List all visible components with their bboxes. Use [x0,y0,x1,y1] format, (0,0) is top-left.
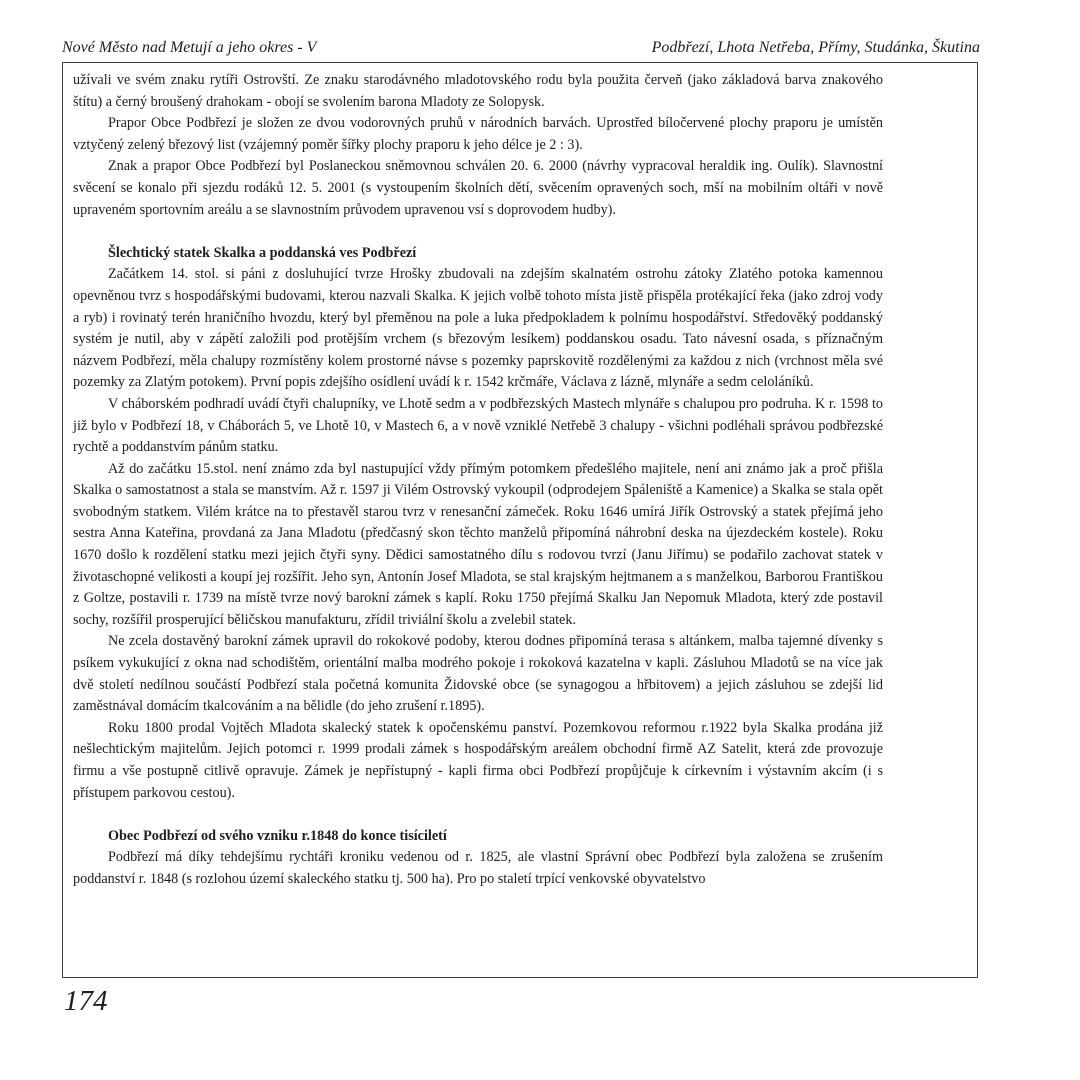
page-number: 174 [64,985,108,1017]
paragraph-rococo: Ne zcela dostavěný barokní zámek upravil do rokokové podoby, kterou dodnes připomíná terasa s altánkem, malba tajemné dívenky s psíkem vykukující z okna nad schodištěm, orientální malba modrého pokoje i rokoková kazatelna v kapli. Zásluhou Mladotů se na více jak dvě století nedílnou součástí Podbřezí stala početná komunita Židovské obce (se synagogou a hřbitovem) a jejich zásluhou se zdejší lid zaměstnával domácím tkalcováním a na bělidle (do jeho zrušení r.1895). [73,633,883,715]
body-text [73,70,883,891]
paragraph-chronicle: Podbřezí má díky tehdejšímu rychtáři kroniku vedenou od r. 1825, ale vlastní Správní obec Podbřezí byla založena se zrušením poddanství r. 1848 (s rozlohou území skaleckého statku tj. 500 ha). Pro po staletí trpící venkovské obyvatelstvo [73,849,883,887]
paragraph-owners: Až do začátku 15.stol. není známo zda byl nastupující vždy přímým potomkem předešlého majitele, není ani známo jak a proč přišla Skalka o samostatnost a stala se manstvím. Až r. 1597 ji Vilém Ostrovský vykoupil (odprodejem Spáleniště a Kamenice) a Skalka se stala opět svobodným statkem. Vilém krátce na to přestavěl starou tvrz v renesanční zámeček. Roku 1646 umírá Jiřík Ostrovský a statek přejímá jeho sestra Anna Kateřina, provdaná za Jana Mladotu (předčasný skon těchto manželů připomíná náhrobní deska na újezdeckém kostele). Roku 1670 došlo k rozdělení statku mezi jejich čtyři syny. Dědici samostatného dílu s rodovou tvrzí (Janu Jiřímu) se podařilo zachovat statek v životaschopné velikosti a koupí jej rozšířit. Jeho syn, Antonín Josef Mladota, se stal krajským hejtmanem a s manželkou, Barborou Františkou z Goltze, postavili r. 1739 na místě tvrze nový barokní zámek s kaplí. Roku 1750 přejímá Skalku Jan Nepomuk Mladota, který zde postavil sochy, rozšířil prosperující běličskou manufakturu, zřídil triviální školu a zvelebil statek. [73,460,883,628]
paragraph-coat-of-arms: užívali ve svém znaku rytíři Ostrovští. Ze znaku starodávného mladotovského rodu byla použita červeň (jako základová barva znakového štítu) a černý broušený drahokam - obojí se svolením barona Mladoty ze Solopysk. [73,72,883,110]
section-heading-skalka: Šlechtický statek Skalka a poddanská ves Podbřezí [108,244,417,261]
paragraph-flag: Prapor Obce Podbřezí je složen ze dvou vodorovných pruhů v národních barvách. Uprostřed bíločervené plochy praporu je umístěn vztyčený zelený březový list (vzájemný poměr šířky plochy praporu k jeho délce je 2 : 3). [73,115,883,153]
running-header-left: Nové Město nad Metují a jeho okres - V [62,39,317,56]
paragraph-approval: Znak a prapor Obce Podbřezí byl Poslaneckou sněmovnou schválen 20. 6. 2000 (návrhy vypracoval heraldik ing. Oulík). Slavnostní svěcení se konalo při sjezdu rodáků 12. 5. 2001 (s vystoupením školních dětí, svěcením opravených soch, mší na mobilním oltáři v nově upraveném sportovním areálu a se slavnostním průvodem upravenou vsí s doprovodem hudby). [73,158,883,218]
paragraph-cottagers: V cháborském podhradí uvádí čtyři chalupníky, ve Lhotě sedm a v podbřezských Mastech mlynáře s chalupou pro podruha. K r. 1598 to již bylo v Podbřezí 18, v Cháborách 5, ve Lhotě 10, v Mastech 6, a v nově vzniklé Netřebě 3 chalupy - všichni podléhali správou podbřezské rychtě a poddanstvím pánům statku. [73,395,883,456]
section-heading-municipality: Obec Podbřezí od svého vzniku r.1848 do konce tisíciletí [108,827,447,844]
text-frame [62,62,978,978]
running-header-right: Podbřezí, Lhota Netřeba, Přímy, Studánka, Škutina [651,39,980,56]
paragraph-founding: Začátkem 14. stol. si páni z dosluhující tvrze Hrošky zbudovali na zdejším skalnatém ostrohu zátoky Zlatého potoka kamennou opevněnou tvrz s hospodářskými budovami, kterou nazvali Skalka. K jejich volbě tohoto místa jistě přispěla protékající řeka (jako zdroj vody a ryb) i rovinatý terén hraničního hvozdu, který byl přeměnou na pole a luka předpokladem k polnímu hospodářství. Středověký poddanský systém je nutil, aby v zápětí založili pod protějším vrchem (s březovým lesíkem) poddanskou osadu. Tato návesní osada, s příznačným názvem Podbřezí, měla chalupy rozmístěny kolem prostorné návse s pozemky paprskovitě rozdělenými za každou z nich (vrchnost měla své pozemky za Zlatým potokem). První popis zdejšího osídlení uvádí k r. 1542 krčmáře, Václava z lázně, mlynáře a sedm celoláníků. [73,266,883,391]
paragraph-sale: Roku 1800 prodal Vojtěch Mladota skalecký statek k opočenskému panství. Pozemkovou reformou r.1922 byla Skalka prodána již nešlechtickým majitelům. Jejich potomci r. 1999 prodali zámek s hospodářským areálem obchodní firmě AZ Satelit, která zde provozuje firmu a vše postupně citlivě opravuje. Zámek je nepřístupný - kapli firma obci Podbřezí propůjčuje k církevním i výstavním akcím (i s přístupem parkovou cestou). [73,719,883,801]
